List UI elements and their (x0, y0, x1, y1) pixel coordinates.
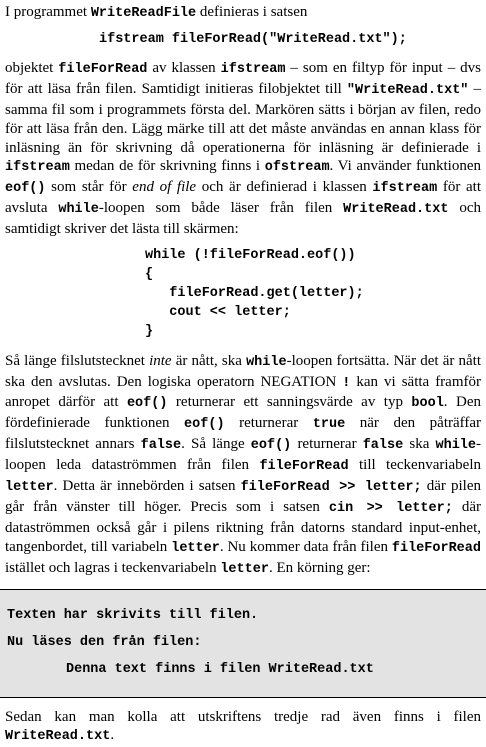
intro-text: I programmet (5, 4, 91, 20)
code-line: } (145, 323, 154, 339)
code-line: while (!fileForRead.eof()) (145, 248, 356, 264)
program-name: WriteReadFile (90, 6, 197, 21)
negation-paragraph: Så länge filslutstecknet inte är nått, ska while-loopen fortsätta. När det är nått ska den avslutas. Den logiska operatorn NEGATION ! kan vi sätta framför anropet därför att eof() returnerar ett sanningsvärde av typ bool. Den fördefinierade funktionen eof() returnerar true när den påträffar filslutstecknet annars false. Så länge eof() returnerar false ska while-loopen leda dataströmmen från filen fileForRead till teckenvariabeln letter. Detta är innebörden i satsen fileForRead >> letter; där pilen går från vänster till höger. Precis som i satsen cin >> letter; där dataströmmen också går i pilens riktning från datorns standard input-enhet, tangenbordet, till variabeln letter. Nu kommer data från filen fileForRead istället och lagras i teckenvariabeln letter. En körning ger: (5, 352, 482, 577)
output-line: Denna text finns i filen WriteRead.txt (66, 661, 374, 677)
explanation-paragraph: objektet fileForRead av klassen ifstream – som en filtyp för input – dvs för att läsa från filen. Samtidigt initieras filobjektet till "WriteRead.txt" – samma fil som i programmets första del. Markören sätts i början av filen, redo för att läsa från den. Lägg märke till att det måste användas en annan klass för inläsning än för skrivning då operationerna för inläsning är definierade i ifstream medan de för skrivning finns i ofstream. Vi använder funktionen eof() som står för end of file och är definierad i klassen ifstream för att avsluta while-loopen som både läser från filen WriteRead.txt och samtidigt skriver det lästa till skärmen: (5, 59, 482, 238)
output-line: Texten har skrivits till filen. (7, 607, 259, 623)
program-output-box (0, 589, 486, 698)
code-declaration: ifstream fileForRead("WriteRead.txt"); (99, 32, 407, 47)
closing-paragraph: Sedan kan man kolla att utskriftens tredje rad även finns i filen WriteRead.txt. (5, 708, 481, 745)
code-line: fileForRead.get(letter); (145, 285, 364, 301)
code-line: cout << letter; (145, 304, 291, 320)
code-while-loop (145, 247, 481, 342)
output-line: Nu läses den från filen: (7, 634, 202, 650)
intro-paragraph (5, 3, 481, 23)
intro-text-end: definieras i satsen (196, 4, 308, 20)
code-line: { (145, 266, 154, 282)
document-page (5, 3, 481, 747)
